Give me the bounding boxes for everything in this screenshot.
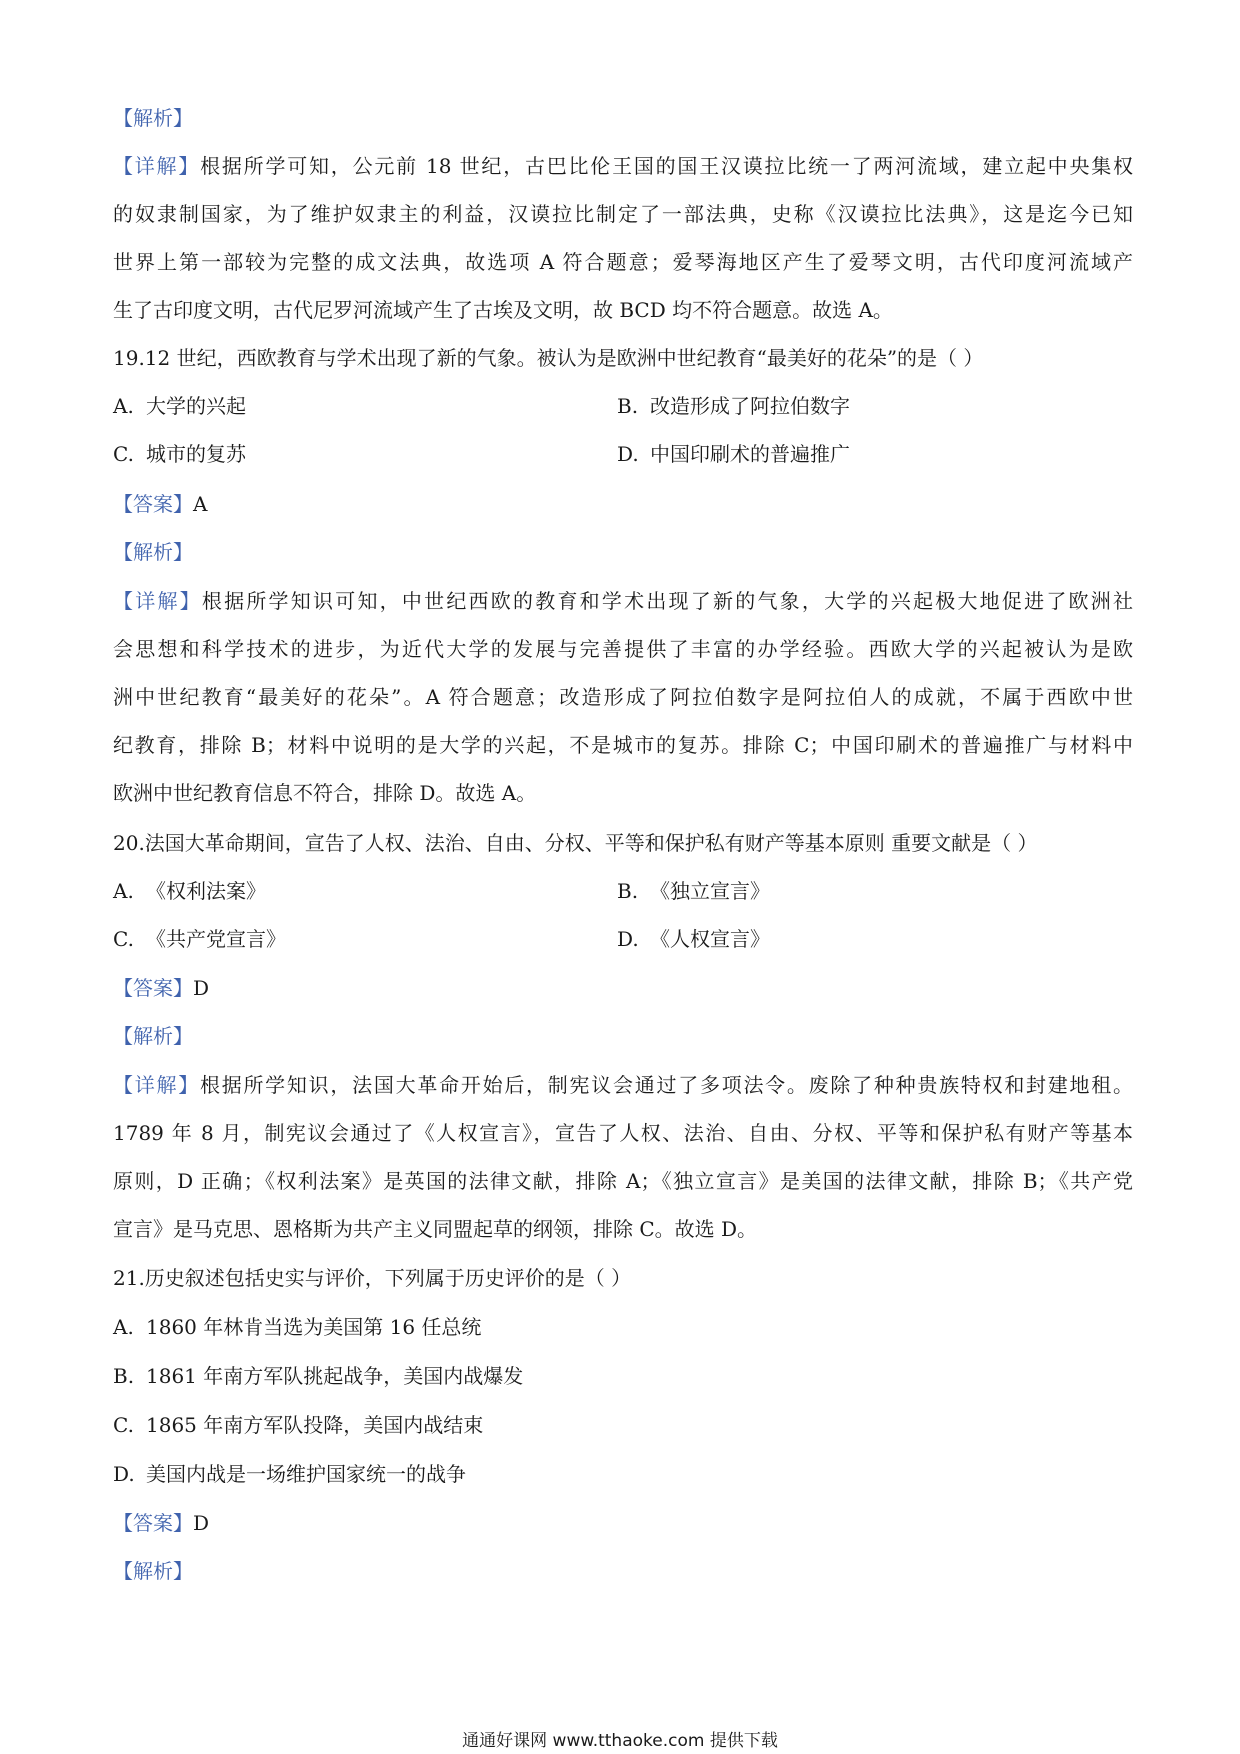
q19-detail-text-1: 根据所学知识可知，中世纪西欧的教育和学术出现了新的气象，大学的兴起极大地促进了欧洲社 <box>201 589 1134 613</box>
q20-option-d <box>617 925 770 953</box>
detail-tag: 【详解】 <box>113 589 202 613</box>
q18-detail-line-3 <box>113 248 1133 276</box>
option-text: 《权利法案》 <box>146 879 266 903</box>
answer-tag: 【答案】 <box>113 976 193 1000</box>
q19-detail-text-4: 纪教育，排除 B；材料中说明的是大学的兴起，不是城市的复苏。排除 C；中国印刷术的普遍推广与材料中 <box>113 733 1133 757</box>
option-letter: C. <box>113 927 134 951</box>
option-letter: B. <box>617 879 639 903</box>
analysis-tag: 【解析】 <box>113 1024 193 1048</box>
q20-analysis-label <box>113 1022 1133 1050</box>
option-text: 1861 年南方军队挑起战争，美国内战爆发 <box>146 1364 524 1388</box>
option-letter: B. <box>617 394 639 418</box>
q19-option-b <box>617 392 850 420</box>
q20-option-c <box>113 925 286 953</box>
q19-detail-text-5: 欧洲中世纪教育信息不符合，排除 D。故选 A。 <box>113 781 537 805</box>
q20-detail-line-4 <box>113 1215 1133 1243</box>
q19-detail-line-5 <box>113 779 1133 807</box>
q20-stem-text: 20.法国大革命期间，宣告了人权、法治、自由、分权、平等和保护私有财产等基本原则 重要文献是（ ） <box>113 831 1038 855</box>
q21-option-d <box>113 1460 466 1488</box>
option-text: 1865 年南方军队投降，美国内战结束 <box>146 1413 484 1437</box>
detail-tag: 【详解】 <box>113 1073 200 1097</box>
option-text: 《独立宣言》 <box>650 879 770 903</box>
q19-detail-line-4 <box>113 731 1133 759</box>
option-letter: D. <box>617 442 639 466</box>
q20-detail-text-3: 原则，D 正确；《权利法案》是英国的法律文献，排除 A；《独立宣言》是美国的法律文献，排除 B；《共产党 <box>113 1169 1133 1193</box>
q19-detail-line-3 <box>113 683 1133 711</box>
q20-detail-text-2: 1789 年 8 月，制宪议会通过了《人权宣言》，宣告了人权、法治、自由、分权、平等和保护私有财产等基本 <box>113 1121 1133 1145</box>
option-text: 《共产党宣言》 <box>146 927 286 951</box>
answer-tag: 【答案】 <box>113 492 193 516</box>
option-text: 美国内战是一场维护国家统一的战争 <box>146 1462 466 1486</box>
q18-detail-text-2: 的奴隶制国家，为了维护奴隶主的利益，汉谟拉比制定了一部法典，史称《汉谟拉比法典》，这是迄今已知 <box>113 202 1133 226</box>
q19-option-d <box>617 440 850 468</box>
q18-detail-line-2 <box>113 200 1133 228</box>
q21-stem-text: 21.历史叙述包括史实与评价，下列属于历史评价的是（ ） <box>113 1266 632 1290</box>
q19-answer <box>113 490 1133 518</box>
q20-option-b <box>617 877 770 905</box>
option-text: 城市的复苏 <box>146 442 246 466</box>
q20-detail-line-3 <box>113 1167 1133 1195</box>
q21-answer-value: D <box>193 1511 210 1535</box>
q19-detail-line-1 <box>113 587 1133 615</box>
option-letter: A. <box>113 1315 134 1339</box>
q19-option-a <box>113 392 246 420</box>
q18-analysis-label <box>113 104 1133 132</box>
q19-detail-text-2: 会思想和科学技术的进步，为近代大学的发展与完善提供了丰富的办学经验。西欧大学的兴起被认为是欧 <box>113 637 1133 661</box>
q20-stem <box>113 829 1133 857</box>
q21-analysis-label <box>113 1557 1133 1585</box>
option-letter: C. <box>113 442 134 466</box>
option-text: 1860 年林肯当选为美国第 16 任总统 <box>146 1315 482 1339</box>
q21-option-a <box>113 1313 481 1341</box>
q21-stem <box>113 1264 1133 1292</box>
option-text: 改造形成了阿拉伯数字 <box>650 394 850 418</box>
q18-detail-text-1: 根据所学可知，公元前 18 世纪，古巴比伦王国的国王汉谟拉比统一了两河流域，建立起中央集权 <box>200 154 1134 178</box>
option-letter: B. <box>113 1364 135 1388</box>
analysis-tag: 【解析】 <box>113 540 193 564</box>
page-footer: 通通好课网 www.tthaoke.com 提供下载 <box>462 1731 778 1751</box>
q21-option-c <box>113 1411 483 1439</box>
q20-detail-text-1: 根据所学知识，法国大革命开始后，制宪议会通过了多项法令。废除了种种贵族特权和封建地租。 <box>199 1073 1134 1097</box>
option-text: 《人权宣言》 <box>650 927 770 951</box>
q19-stem-text: 19.12 世纪，西欧教育与学术出现了新的气象。被认为是欧洲中世纪教育“最美好的花朵”的是（ ） <box>113 346 984 370</box>
q21-answer <box>113 1509 1133 1537</box>
q20-option-a <box>113 877 266 905</box>
option-text: 大学的兴起 <box>146 394 246 418</box>
q19-detail-line-2 <box>113 635 1133 663</box>
option-letter: D. <box>113 1462 135 1486</box>
option-text: 中国印刷术的普遍推广 <box>650 442 850 466</box>
q20-detail-text-4: 宣言》是马克思、恩格斯为共产主义同盟起草的纲领，排除 C。故选 D。 <box>113 1217 758 1241</box>
q19-answer-value: A <box>193 492 208 516</box>
q20-detail-line-1 <box>113 1071 1133 1099</box>
q19-stem <box>113 344 1133 372</box>
q18-detail-line-1 <box>113 152 1133 180</box>
option-letter: A. <box>113 394 134 418</box>
detail-tag: 【详解】 <box>113 154 201 178</box>
analysis-tag: 【解析】 <box>113 106 193 130</box>
q19-option-c <box>113 440 246 468</box>
option-letter: D. <box>617 927 639 951</box>
analysis-tag: 【解析】 <box>113 1559 193 1583</box>
q18-detail-line-4 <box>113 296 1133 324</box>
q18-detail-text-4: 生了古印度文明，古代尼罗河流域产生了古埃及文明，故 BCD 均不符合题意。故选 A。 <box>113 298 893 322</box>
option-letter: C. <box>113 1413 134 1437</box>
q18-detail-text-3: 世界上第一部较为完整的成文法典，故选项 A 符合题意；爱琴海地区产生了爱琴文明，古代印度河流域产 <box>113 250 1133 274</box>
q19-detail-text-3: 洲中世纪教育“最美好的花朵”。A 符合题意；改造形成了阿拉伯数字是阿拉伯人的成就，不属于西欧中世 <box>113 685 1133 709</box>
option-letter: A. <box>113 879 134 903</box>
q19-analysis-label <box>113 538 1133 566</box>
q20-answer-value: D <box>193 976 210 1000</box>
q21-option-b <box>113 1362 523 1390</box>
answer-tag: 【答案】 <box>113 1511 193 1535</box>
q20-detail-line-2 <box>113 1119 1133 1147</box>
q20-answer <box>113 974 1133 1002</box>
